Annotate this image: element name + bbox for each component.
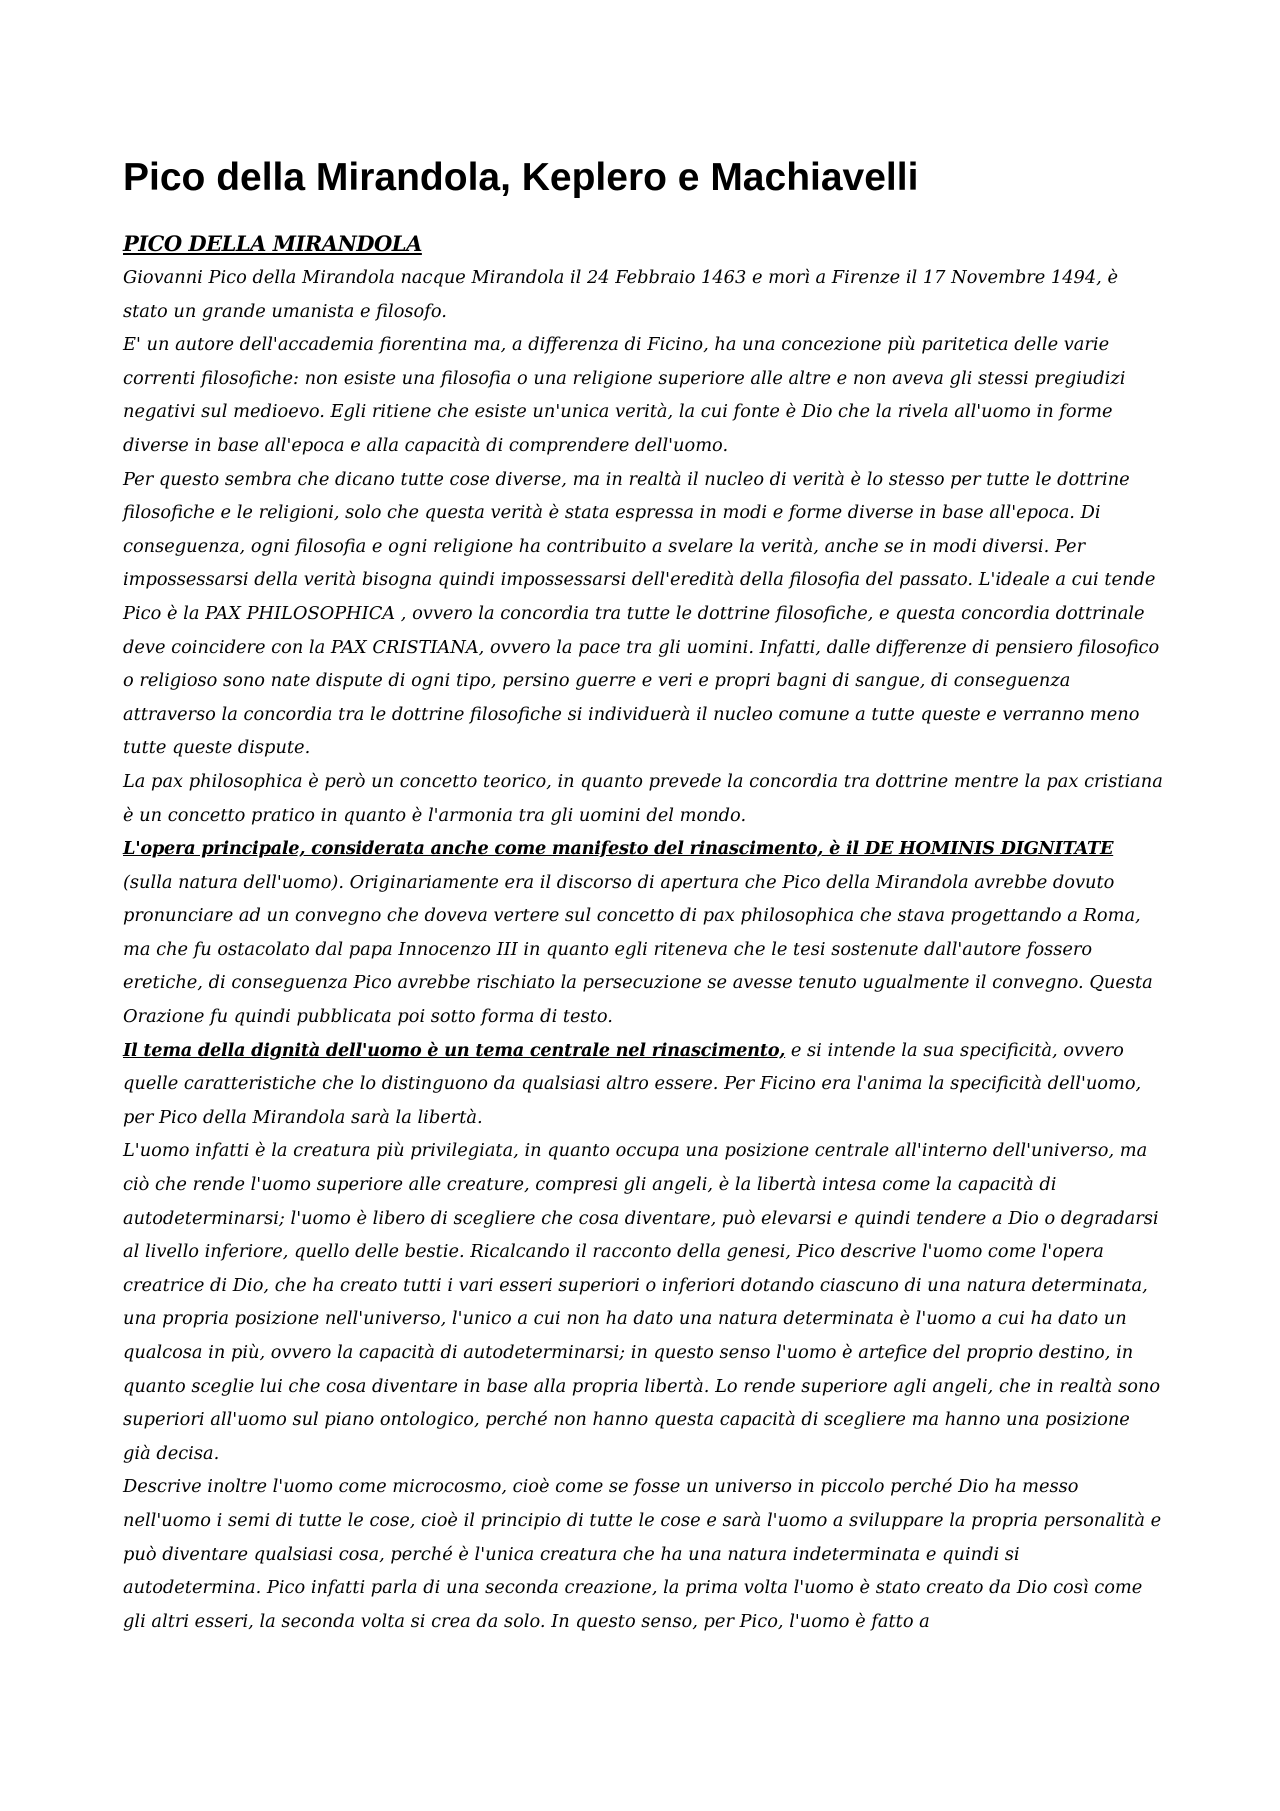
- document-body: [123, 227, 1163, 1638]
- paragraph-opera-principale: [123, 832, 1163, 1034]
- paragraph-pax-philosophica: Per questo sembra che dicano tutte cose diverse, ma in realtà il nucleo di verità è lo stesso per tutte le dottrine filosofiche e le religioni, solo che questa verità è stata espressa in modi e forme diverse in base all'epoca. Di conseguenza, ogni filosofia e ogni religione ha contribuito a svelare la verità, anche se in modi diversi. Per impossessarsi della verità bisogna quindi impossessarsi dell'eredità della filosofia del passato. L'ideale a cui tende Pico è la PAX PHILOSOPHICA , ovvero la concordia tra tutte le dottrine filosofiche, e questa concordia dottrinale deve coincidere con la PAX CRISTIANA, ovvero la pace tra gli uomini. Infatti, dalle differenze di pensiero filosofico o religioso sono nate dispute di ogni tipo, persino guerre e veri e propri bagni di sangue, di conseguenza attraverso la concordia tra le dottrine filosofiche si individuerà il nucleo comune a tutte queste e verranno meno tutte queste dispute.: [123, 468, 1160, 759]
- emphasis-opera-principale: L'opera principale, considerata anche come manifesto del rinascimento, è il DE HOMINIS DIGNITATE: [123, 838, 1114, 860]
- paragraph-opera-text: (sulla natura dell'uomo). Originariamente era il discorso di apertura che Pico della Mirandola avrebbe dovuto pronunciare ad un convegno che doveva vertere sul concetto di pax philosophica che stava progettando a Roma, ma che fu ostacolato dal papa Innocenzo III in quanto egli riteneva che le tesi sostenute dall'autore fossero eretiche, di conseguenza Pico avrebbe rischiato la persecuzione se avesse tenuto ugualmente il convegno. Questa Orazione fu quindi pubblicata poi sotto forma di testo.: [123, 871, 1153, 1028]
- paragraph-tema-dignita: [123, 1034, 1163, 1135]
- emphasis-tema-dignita: Il tema della dignità dell'uomo è un tema centrale nel rinascimento,: [123, 1039, 786, 1061]
- paragraph-liberta: L'uomo infatti è la creatura più privilegiata, in quanto occupa una posizione centrale all'interno dell'universo, ma ciò che rende l'uomo superiore alle creature, compresi gli angeli, è la libertà intesa come la capacità di autodeterminarsi; l'uomo è libero di scegliere che cosa diventare, può elevarsi e quindi tendere a Dio o degradarsi al livello inferiore, quello delle bestie. Ricalcando il racconto della genesi, Pico descrive l'uomo come l'opera creatrice di Dio, che ha creato tutti i vari esseri superiori o inferiori dotando ciascuno di una natura determinata, una propria posizione nell'universo, l'unico a cui non ha dato una natura determinata è l'uomo a cui ha dato un qualcosa in più, ovvero la capacità di autodeterminarsi; in questo senso l'uomo è artefice del proprio destino, in quanto sceglie lui che cosa diventare in base alla propria libertà. Lo rende superiore agli angeli, che in realtà sono superiori all'uomo sul piano ontologico, perché non hanno questa capacità di scegliere ma hanno una posizione già decisa.: [123, 1140, 1161, 1464]
- paragraph-microcosmo: Descrive inoltre l'uomo come microcosmo, cioè come se fosse un universo in piccolo perché Dio ha messo nell'uomo i semi di tutte le cose, cioè il principio di tutte le cose e sarà l'uomo a sviluppare la propria personalità e può diventare qualsiasi cosa, perché è l'unica creatura che ha una natura indeterminata e quindi si autodetermina. Pico infatti parla di una seconda creazione, la prima volta l'uomo è stato creato da Dio così come gli altri esseri, la seconda volta si crea da solo. In questo senso, per Pico, l'uomo è fatto a: [123, 1476, 1162, 1632]
- paragraph-accademia: E' un autore dell'accademia fiorentina ma, a differenza di Ficino, ha una concezione più paritetica delle varie correnti filosofiche: non esiste una filosofia o una religione superiore alle altre e non aveva gli stessi pregiudizi negativi sul medioevo. Egli ritiene che esiste un'unica verità, la cui fonte è Dio che la rivela all'uomo in forme diverse in base all'epoca e alla capacità di comprendere dell'uomo.: [123, 334, 1126, 456]
- paragraph-biography: Giovanni Pico della Mirandola nacque Mirandola il 24 Febbraio 1463 e morì a Firenze il 17 Novembre 1494, è stato un grande umanista e filosofo.: [123, 267, 1118, 322]
- paragraph-pax-cristiana: La pax philosophica è però un concetto teorico, in quanto prevede la concordia tra dottrine mentre la pax cristiana è un concetto pratico in quanto è l'armonia tra gli uomini del mondo.: [123, 770, 1163, 826]
- document-title: Pico della Mirandola, Keplero e Machiavelli: [123, 156, 919, 199]
- section-heading: PICO DELLA MIRANDOLA: [123, 231, 422, 256]
- paragraph-tema-text: e si intende la sua specificità, ovvero quelle caratteristiche che lo distinguono da qualsiasi altro essere. Per Ficino era l'anima la specificità dell'uomo, per Pico della Mirandola sarà la libertà.: [123, 1039, 1142, 1128]
